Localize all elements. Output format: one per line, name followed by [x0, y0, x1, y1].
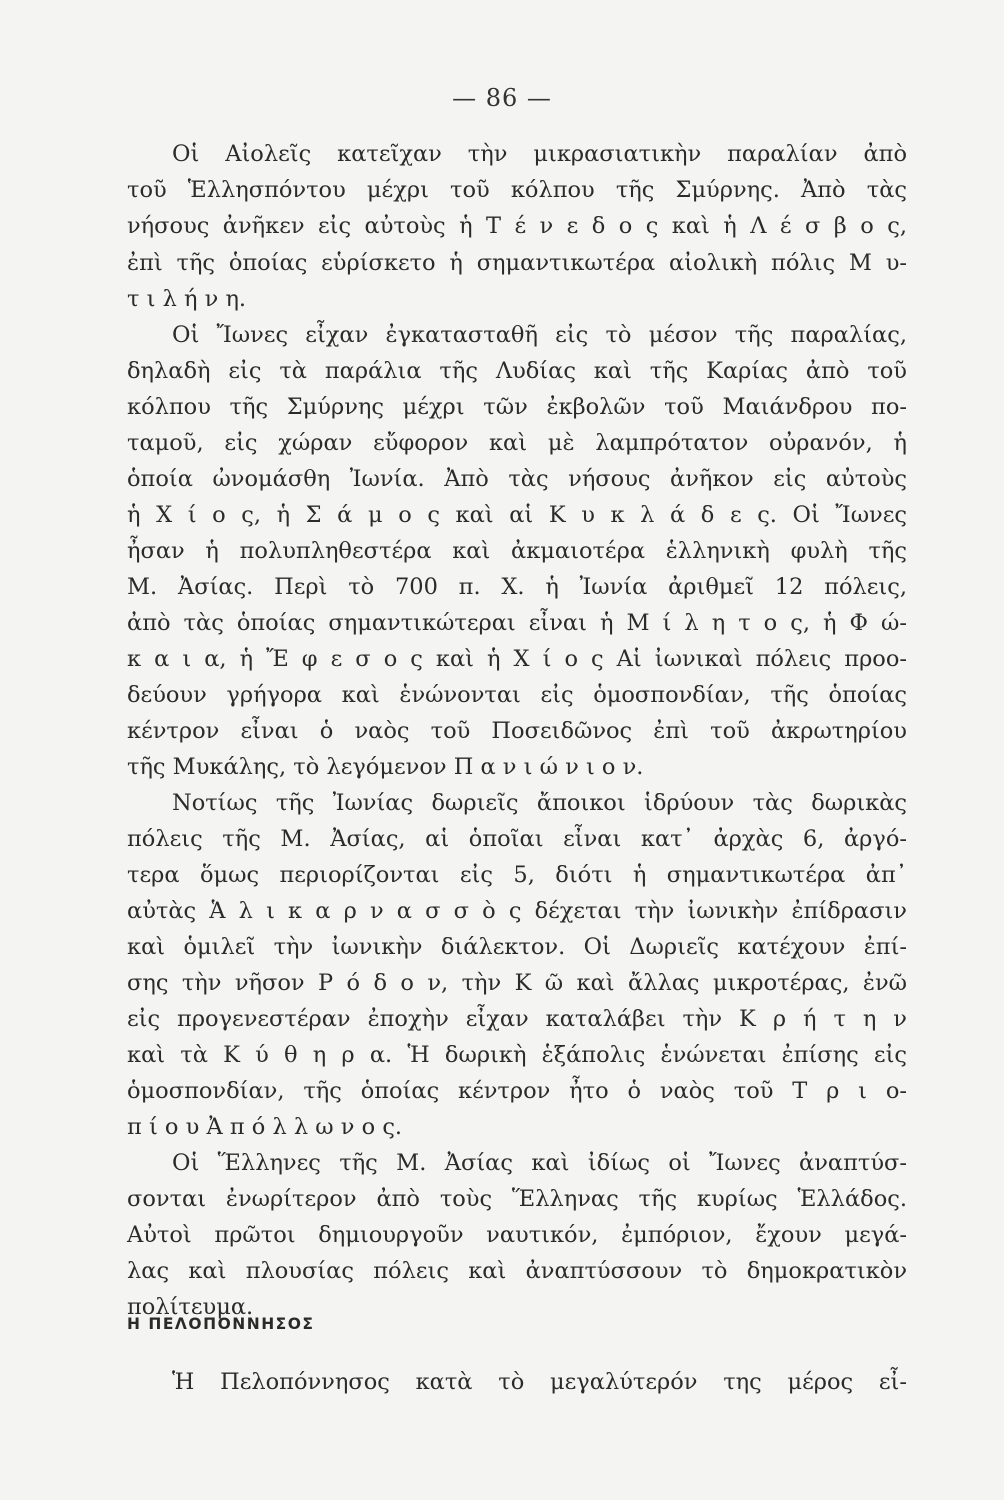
text-line: π ί ο υ Ἀ π ό λ λ ω ν ο ς. — [127, 1114, 403, 1140]
text-line: κ α ι α, ἡ Ἔ φ ε σ ο ς καὶ ἡ Χ ί ο ς Αἱ ἰωνικαὶ πόλεις προο- — [127, 646, 907, 672]
page-number: — 86 — — [452, 84, 552, 112]
text-line: λας καὶ πλουσίας πόλεις καὶ ἀναπτύσσουν τὸ δημοκρατικὸν — [127, 1258, 907, 1284]
text-line: Οἱ Ἕλληνες τῆς Μ. Ἀσίας καὶ ἰδίως οἱ Ἴωνες ἀναπτύσ- — [172, 1150, 907, 1176]
text-line: ἐπὶ τῆς ὁποίας εὑρίσκετο ἡ σημαντικωτέρα αἰολικὴ πόλις Μ υ- — [127, 250, 907, 276]
text-line: πολίτευμα. — [127, 1294, 254, 1320]
text-line: ἀπὸ τὰς ὁποίας σημαντικώτεραι εἶναι ἡ Μ ί λ η τ ο ς, ἡ Φ ώ- — [127, 610, 907, 636]
text-line: καὶ τὰ Κ ύ θ η ρ α. Ἡ δωρικὴ ἑξάπολις ἑνώνεται ἐπίσης εἰς — [127, 1042, 907, 1068]
text-line: κέντρον εἶναι ὁ ναὸς τοῦ Ποσειδῶνος ἐπὶ τοῦ ἀκρωτηρίου — [127, 718, 907, 744]
text-line: κόλπου τῆς Σμύρνης μέχρι τῶν ἐκβολῶν τοῦ Μαιάνδρου πο- — [127, 394, 907, 420]
text-line: αὐτὰς Ἁ λ ι κ α ρ ν α σ σ ὸ ς δέχεται τὴν ἰωνικὴν ἐπίδρασιν — [127, 898, 907, 924]
text-line: ὁποία ὠνομάσθη Ἰωνία. Ἀπὸ τὰς νήσους ἀνῆκον εἰς αὐτοὺς — [127, 466, 907, 492]
text-line: τερα ὅμως περιορίζονται εἰς 5, διότι ἡ σημαντικωτέρα ἀπ᾽ — [127, 862, 907, 888]
text-line: δεύουν γρήγορα καὶ ἑνώνονται εἰς ὁμοσπονδίαν, τῆς ὁποίας — [127, 682, 907, 708]
text-line: Οἱ Ἴωνες εἶχαν ἐγκατασταθῆ εἰς τὸ μέσον τῆς παραλίας, — [172, 322, 907, 348]
text-line: ταμοῦ, εἰς χώραν εὔφορον καὶ μὲ λαμπρότατον οὐρανόν, ἡ — [127, 430, 907, 456]
text-line: Ἡ Πελοπόννησος κατὰ τὸ μεγαλύτερόν της μέρος εἶ- — [172, 1369, 907, 1395]
text-line: σονται ἐνωρίτερον ἀπὸ τοὺς Ἕλληνας τῆς κυρίως Ἑλλάδος. — [127, 1186, 907, 1212]
text-line: σης τὴν νῆσον Ρ ό δ ο ν, τὴν Κ ῶ καὶ ἄλλας μικροτέρας, ἐνῶ — [127, 970, 907, 996]
text-line: νήσους ἀνῆκεν εἰς αὐτοὺς ἡ Τ έ ν ε δ ο ς καὶ ἡ Λ έ σ β ο ς, — [127, 213, 907, 239]
text-line: τ ι λ ή ν η. — [127, 286, 247, 312]
text-line: ἡ Χ ί ο ς, ἡ Σ ά μ ο ς καὶ αἱ Κ υ κ λ ά δ ε ς. Οἱ Ἴωνες — [127, 502, 907, 528]
text-line: δηλαδὴ εἰς τὰ παράλια τῆς Λυδίας καὶ τῆς Καρίας ἀπὸ τοῦ — [127, 358, 907, 384]
text-line: ὁμοσπονδίαν, τῆς ὁποίας κέντρον ἦτο ὁ ναὸς τοῦ Τ ρ ι ο- — [127, 1078, 907, 1104]
text-line: Οἱ Αἰολεῖς κατεῖχαν τὴν μικρασιατικὴν παραλίαν ἀπὸ — [172, 141, 907, 167]
text-line: ἦσαν ἡ πολυπληθεστέρα καὶ ἀκμαιοτέρα ἑλληνικὴ φυλὴ τῆς — [127, 538, 907, 564]
text-line: Αὐτοὶ πρῶτοι δημιουργοῦν ναυτικόν, ἐμπόριον, ἔχουν μεγά- — [127, 1222, 907, 1248]
text-line: εἰς προγενεστέραν ἐποχὴν εἶχαν καταλάβει τὴν Κ ρ ή τ η ν — [127, 1006, 907, 1032]
text-line: Μ. Ἀσίας. Περὶ τὸ 700 π. Χ. ἡ Ἰωνία ἀριθμεῖ 12 πόλεις, — [127, 574, 907, 600]
text-line: πόλεις τῆς Μ. Ἀσίας, αἱ ὁποῖαι εἶναι κατ᾽ ἀρχὰς 6, ἀργό- — [127, 826, 907, 852]
text-line: Νοτίως τῆς Ἰωνίας δωριεῖς ἄποικοι ἱδρύουν τὰς δωρικὰς — [172, 790, 907, 816]
section-heading: Η ΠΕΛΟΠΟΝΝΗΣΟΣ — [127, 1315, 315, 1333]
text-line: τοῦ Ἑλλησπόντου μέχρι τοῦ κόλπου τῆς Σμύρνης. Ἀπὸ τὰς — [127, 177, 907, 203]
text-line: τῆς Μυκάλης, τὸ λεγόμενον Π α ν ι ώ ν ι ο ν. — [127, 754, 644, 780]
text-line: καὶ ὁμιλεῖ τὴν ἰωνικὴν διάλεκτον. Οἱ Δωριεῖς κατέχουν ἐπί- — [127, 934, 907, 960]
